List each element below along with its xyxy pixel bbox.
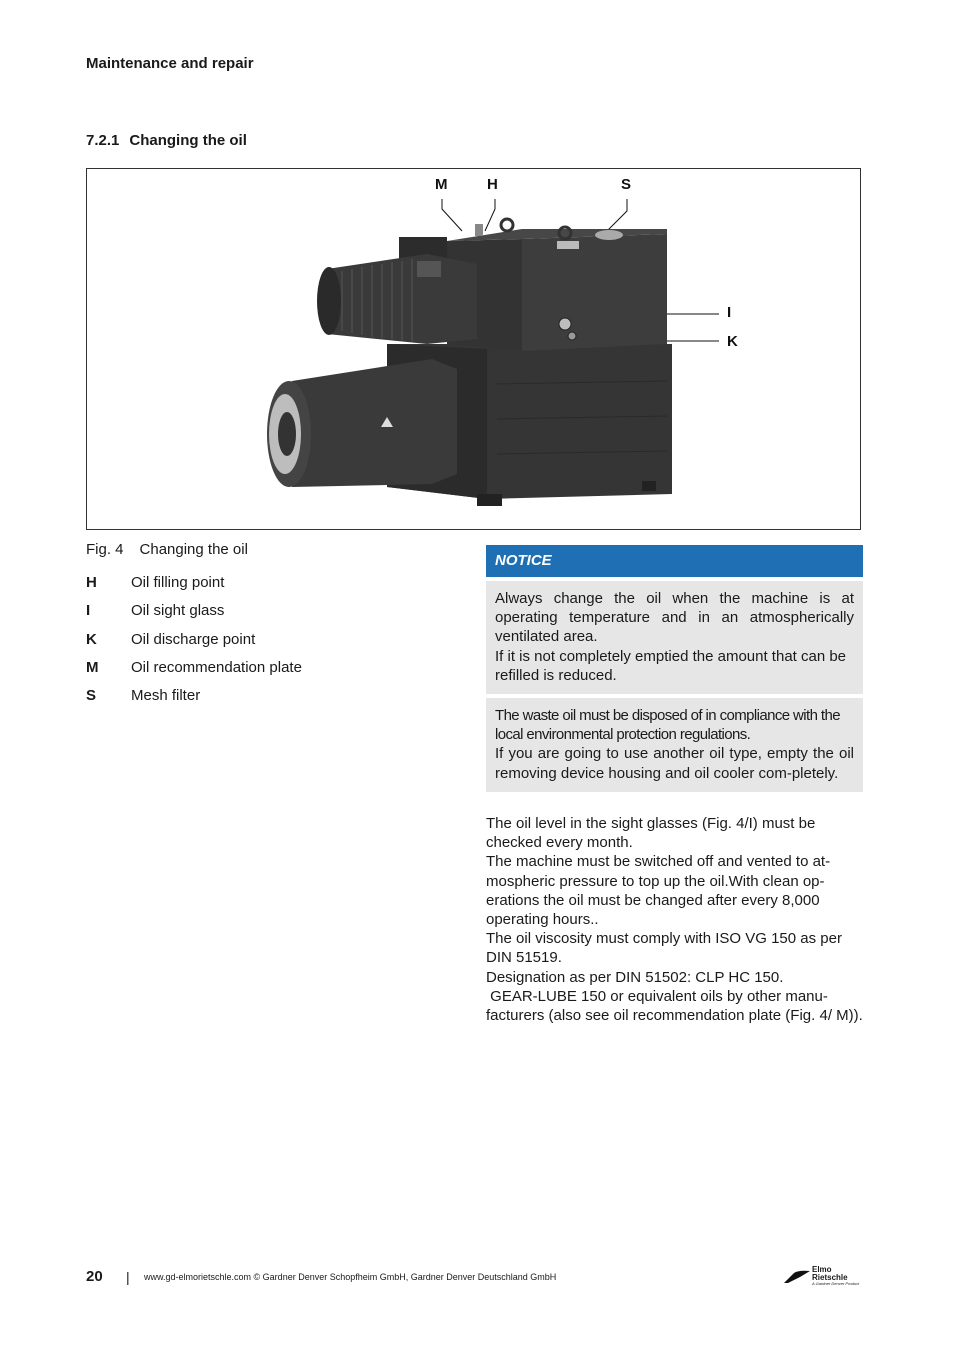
logo-tagline: A Gardner Denver Product — [812, 1281, 860, 1286]
section-heading: Changing the oil — [129, 132, 247, 149]
figure-legend — [86, 574, 302, 715]
brand-logo — [782, 1266, 864, 1290]
notice-title: NOTICE — [486, 545, 863, 577]
logo-wordmark — [812, 1266, 848, 1281]
footer-url[interactable]: www.gd-elmorietschle.com — [144, 1272, 252, 1282]
page-footer — [86, 1265, 864, 1290]
body-paragraph: The oil level in the sight glasses (Fig. 4/I) must be checked every month. — [486, 815, 816, 852]
notice-block-2 — [486, 698, 863, 792]
body-text — [486, 814, 863, 1025]
legend-key: K — [86, 630, 97, 648]
legend-key: M — [86, 658, 99, 676]
page-header: Maintenance and repair — [86, 55, 254, 72]
machine-illustration — [87, 169, 860, 529]
footer-separator: | — [126, 1269, 130, 1285]
notice-paragraph: The waste oil must be disposed of in compliance with the local environmental protection regulations. — [495, 707, 840, 744]
legend-item — [86, 574, 302, 602]
section-title — [86, 132, 247, 149]
legend-text: Oil discharge point — [131, 630, 256, 648]
figure-caption-text: Changing the oil — [139, 541, 248, 558]
legend-text: Oil recommendation plate — [131, 658, 302, 676]
legend-text: Oil filling point — [131, 574, 225, 591]
legend-text: Mesh filter — [131, 687, 201, 705]
notice-paragraph: Always change the oil when the machine is at operating temperature and in an atmospherically ventilated area. — [495, 590, 854, 646]
body-paragraph: The oil viscosity must comply with ISO VG 150 as per DIN 51519. — [486, 930, 842, 967]
body-paragraph: Designation as per DIN 51502: CLP HC 150. — [486, 968, 784, 986]
figure-label-h: H — [487, 176, 498, 193]
legend-key: H — [86, 574, 97, 591]
logo-line-2: Rietschle — [812, 1272, 848, 1282]
figure-label-i: I — [727, 304, 732, 321]
page-number: 20 — [86, 1268, 103, 1285]
swoosh-icon — [782, 1269, 812, 1285]
figure-label-s: S — [621, 176, 632, 193]
figure-caption-number: Fig. 4 — [86, 541, 124, 558]
section-number: 7.2.1 — [86, 132, 120, 149]
legend-text: Oil sight glass — [131, 602, 225, 620]
legend-item — [86, 631, 302, 659]
figure-label-k: K — [727, 333, 738, 350]
notice-box — [486, 545, 863, 792]
legend-item — [86, 687, 302, 715]
notice-block-1 — [486, 581, 863, 694]
body-paragraph: GEAR-LUBE 150 or equivalent oils by other manu-facturers (also see oil recommendation plate (Fig. 4/ M)). — [486, 987, 863, 1025]
notice-paragraph: If you are going to use another oil type, empty the oil removing device housing and oil cooler com-pletely. — [495, 745, 854, 782]
figure-label-m: M — [435, 176, 448, 193]
figure-caption — [86, 541, 248, 558]
footer-copyright: © Gardner Denver Schopfheim GmbH, Gardner Denver Deutschland GmbH — [251, 1272, 557, 1282]
footer-text — [144, 1272, 556, 1282]
notice-paragraph: If it is not completely emptied the amount that can be refilled is reduced. — [495, 647, 847, 684]
legend-key: I — [86, 602, 91, 620]
legend-key: S — [86, 687, 97, 705]
legend-item — [86, 659, 302, 687]
body-paragraph: The machine must be switched off and vented to at-mospheric pressure to top up the oil.With clean op-erations the oil must be changed after every 8,000 operating hours.. — [486, 853, 831, 929]
figure-frame — [86, 168, 861, 530]
logo-line-1: Elmo — [812, 1265, 832, 1274]
legend-item — [86, 602, 302, 630]
